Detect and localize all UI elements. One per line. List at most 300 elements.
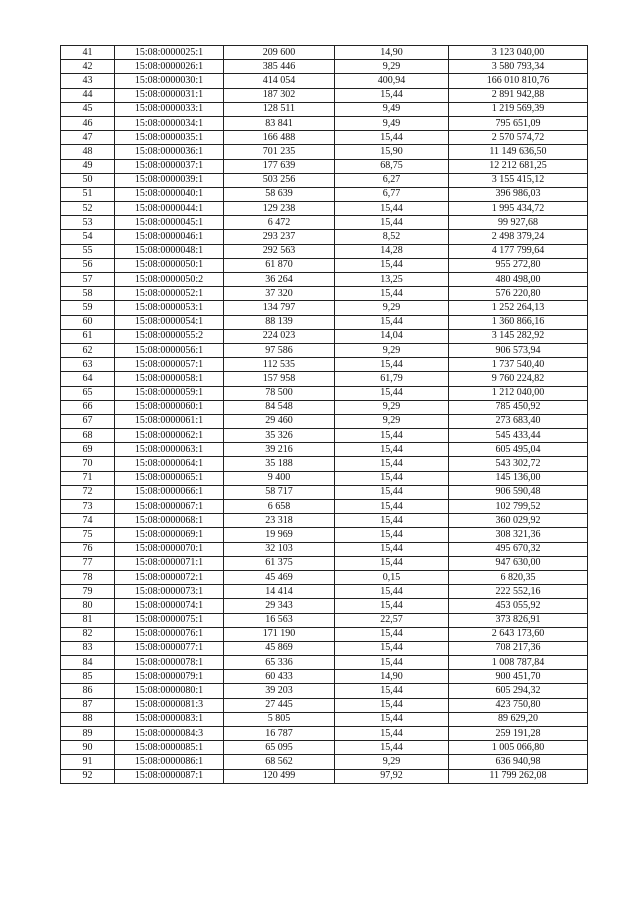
cadastral-number-cell: 15:08:0000076:1 [115, 627, 224, 641]
area-cell: 414 054 [224, 74, 335, 88]
table-row [61, 400, 588, 414]
table-row [61, 414, 588, 428]
value-cell: 1 212 040,00 [449, 386, 588, 400]
rate-cell: 15,44 [335, 131, 449, 145]
table-row [61, 74, 588, 88]
data-table-container [60, 45, 587, 784]
cadastral-number-cell: 15:08:0000037:1 [115, 159, 224, 173]
rate-cell: 14,28 [335, 244, 449, 258]
cadastral-number-cell: 15:08:0000026:1 [115, 60, 224, 74]
cadastral-number-cell: 15:08:0000040:1 [115, 187, 224, 201]
row-number-cell: 86 [61, 684, 115, 698]
value-cell: 373 826,91 [449, 613, 588, 627]
cadastral-number-cell: 15:08:0000045:1 [115, 216, 224, 230]
area-cell: 45 869 [224, 641, 335, 655]
table-row [61, 46, 588, 60]
row-number-cell: 74 [61, 514, 115, 528]
area-cell: 503 256 [224, 173, 335, 187]
cadastral-number-cell: 15:08:0000080:1 [115, 684, 224, 698]
rate-cell: 15,44 [335, 315, 449, 329]
table-row [61, 131, 588, 145]
table-row [61, 159, 588, 173]
row-number-cell: 61 [61, 329, 115, 343]
area-cell: 32 103 [224, 542, 335, 556]
table-row [61, 656, 588, 670]
table-row [61, 315, 588, 329]
area-cell: 45 469 [224, 570, 335, 584]
area-cell: 65 095 [224, 741, 335, 755]
value-cell: 900 451,70 [449, 670, 588, 684]
rate-cell: 14,90 [335, 670, 449, 684]
rate-cell: 6,27 [335, 173, 449, 187]
cadastral-number-cell: 15:08:0000031:1 [115, 88, 224, 102]
row-number-cell: 64 [61, 372, 115, 386]
cadastral-number-cell: 15:08:0000077:1 [115, 641, 224, 655]
area-cell: 58 639 [224, 187, 335, 201]
rate-cell: 15,44 [335, 358, 449, 372]
cadastral-number-cell: 15:08:0000075:1 [115, 613, 224, 627]
cadastral-number-cell: 15:08:0000073:1 [115, 585, 224, 599]
cadastral-number-cell: 15:08:0000052:1 [115, 287, 224, 301]
cadastral-number-cell: 15:08:0000034:1 [115, 116, 224, 130]
area-cell: 6 472 [224, 216, 335, 230]
area-cell: 39 216 [224, 443, 335, 457]
row-number-cell: 47 [61, 131, 115, 145]
cadastral-number-cell: 15:08:0000066:1 [115, 485, 224, 499]
row-number-cell: 54 [61, 230, 115, 244]
area-cell: 177 639 [224, 159, 335, 173]
table-row [61, 216, 588, 230]
area-cell: 209 600 [224, 46, 335, 60]
area-cell: 224 023 [224, 329, 335, 343]
cadastral-value-table [60, 45, 588, 784]
rate-cell: 15,44 [335, 741, 449, 755]
cadastral-number-cell: 15:08:0000056:1 [115, 343, 224, 357]
rate-cell: 9,49 [335, 116, 449, 130]
row-number-cell: 69 [61, 443, 115, 457]
row-number-cell: 81 [61, 613, 115, 627]
table-row [61, 258, 588, 272]
rate-cell: 15,44 [335, 287, 449, 301]
row-number-cell: 91 [61, 755, 115, 769]
rate-cell: 15,44 [335, 684, 449, 698]
row-number-cell: 42 [61, 60, 115, 74]
table-row [61, 684, 588, 698]
table-row [61, 627, 588, 641]
area-cell: 9 400 [224, 471, 335, 485]
table-row [61, 386, 588, 400]
value-cell: 785 450,92 [449, 400, 588, 414]
rate-cell: 68,75 [335, 159, 449, 173]
row-number-cell: 49 [61, 159, 115, 173]
table-row [61, 102, 588, 116]
area-cell: 112 535 [224, 358, 335, 372]
value-cell: 1 737 540,40 [449, 358, 588, 372]
rate-cell: 15,90 [335, 145, 449, 159]
area-cell: 23 318 [224, 514, 335, 528]
rate-cell: 15,44 [335, 627, 449, 641]
row-number-cell: 85 [61, 670, 115, 684]
value-cell: 3 580 793,34 [449, 60, 588, 74]
value-cell: 545 433,44 [449, 429, 588, 443]
cadastral-number-cell: 15:08:0000083:1 [115, 712, 224, 726]
value-cell: 396 986,03 [449, 187, 588, 201]
area-cell: 61 375 [224, 556, 335, 570]
row-number-cell: 48 [61, 145, 115, 159]
row-number-cell: 62 [61, 343, 115, 357]
table-row [61, 187, 588, 201]
table-row [61, 542, 588, 556]
value-cell: 543 302,72 [449, 457, 588, 471]
table-row [61, 443, 588, 457]
value-cell: 955 272,80 [449, 258, 588, 272]
value-cell: 2 498 379,24 [449, 230, 588, 244]
table-row [61, 343, 588, 357]
row-number-cell: 92 [61, 769, 115, 783]
rate-cell: 15,44 [335, 386, 449, 400]
value-cell: 947 630,00 [449, 556, 588, 570]
rate-cell: 15,44 [335, 528, 449, 542]
cadastral-number-cell: 15:08:0000053:1 [115, 301, 224, 315]
row-number-cell: 75 [61, 528, 115, 542]
area-cell: 35 326 [224, 429, 335, 443]
value-cell: 636 940,98 [449, 755, 588, 769]
value-cell: 795 651,09 [449, 116, 588, 130]
rate-cell: 15,44 [335, 599, 449, 613]
value-cell: 11 149 636,50 [449, 145, 588, 159]
value-cell: 3 123 040,00 [449, 46, 588, 60]
row-number-cell: 72 [61, 485, 115, 499]
cadastral-number-cell: 15:08:0000035:1 [115, 131, 224, 145]
value-cell: 4 177 799,64 [449, 244, 588, 258]
table-row [61, 613, 588, 627]
table-row [61, 698, 588, 712]
value-cell: 102 799,52 [449, 500, 588, 514]
row-number-cell: 45 [61, 102, 115, 116]
area-cell: 701 235 [224, 145, 335, 159]
rate-cell: 15,44 [335, 712, 449, 726]
row-number-cell: 77 [61, 556, 115, 570]
cadastral-number-cell: 15:08:0000084:3 [115, 727, 224, 741]
table-row [61, 556, 588, 570]
cadastral-number-cell: 15:08:0000064:1 [115, 457, 224, 471]
row-number-cell: 67 [61, 414, 115, 428]
area-cell: 134 797 [224, 301, 335, 315]
value-cell: 2 891 942,88 [449, 88, 588, 102]
table-row [61, 769, 588, 783]
value-cell: 222 552,16 [449, 585, 588, 599]
area-cell: 65 336 [224, 656, 335, 670]
value-cell: 1 360 866,16 [449, 315, 588, 329]
rate-cell: 15,44 [335, 457, 449, 471]
cadastral-number-cell: 15:08:0000030:1 [115, 74, 224, 88]
row-number-cell: 73 [61, 500, 115, 514]
value-cell: 495 670,32 [449, 542, 588, 556]
table-row [61, 670, 588, 684]
rate-cell: 15,44 [335, 542, 449, 556]
rate-cell: 15,44 [335, 485, 449, 499]
cadastral-number-cell: 15:08:0000086:1 [115, 755, 224, 769]
table-row [61, 145, 588, 159]
area-cell: 157 958 [224, 372, 335, 386]
rate-cell: 8,52 [335, 230, 449, 244]
area-cell: 16 787 [224, 727, 335, 741]
table-row [61, 741, 588, 755]
table-row [61, 570, 588, 584]
row-number-cell: 83 [61, 641, 115, 655]
row-number-cell: 59 [61, 301, 115, 315]
rate-cell: 15,44 [335, 556, 449, 570]
area-cell: 39 203 [224, 684, 335, 698]
value-cell: 2 570 574,72 [449, 131, 588, 145]
rate-cell: 15,44 [335, 698, 449, 712]
row-number-cell: 70 [61, 457, 115, 471]
rate-cell: 15,44 [335, 471, 449, 485]
rate-cell: 15,44 [335, 258, 449, 272]
table-row [61, 287, 588, 301]
value-cell: 1 252 264,13 [449, 301, 588, 315]
value-cell: 906 590,48 [449, 485, 588, 499]
table-row [61, 528, 588, 542]
rate-cell: 15,44 [335, 585, 449, 599]
rate-cell: 14,04 [335, 329, 449, 343]
area-cell: 385 446 [224, 60, 335, 74]
area-cell: 129 238 [224, 202, 335, 216]
table-row [61, 358, 588, 372]
row-number-cell: 52 [61, 202, 115, 216]
cadastral-number-cell: 15:08:0000058:1 [115, 372, 224, 386]
cadastral-number-cell: 15:08:0000070:1 [115, 542, 224, 556]
cadastral-number-cell: 15:08:0000061:1 [115, 414, 224, 428]
rate-cell: 15,44 [335, 656, 449, 670]
cadastral-number-cell: 15:08:0000025:1 [115, 46, 224, 60]
cadastral-number-cell: 15:08:0000067:1 [115, 500, 224, 514]
value-cell: 360 029,92 [449, 514, 588, 528]
table-row [61, 429, 588, 443]
row-number-cell: 76 [61, 542, 115, 556]
value-cell: 273 683,40 [449, 414, 588, 428]
value-cell: 1 008 787,84 [449, 656, 588, 670]
table-row [61, 88, 588, 102]
row-number-cell: 89 [61, 727, 115, 741]
row-number-cell: 87 [61, 698, 115, 712]
value-cell: 1 005 066,80 [449, 741, 588, 755]
rate-cell: 14,90 [335, 46, 449, 60]
row-number-cell: 57 [61, 273, 115, 287]
table-body [61, 46, 588, 784]
value-cell: 576 220,80 [449, 287, 588, 301]
rate-cell: 9,29 [335, 400, 449, 414]
value-cell: 9 760 224,82 [449, 372, 588, 386]
table-row [61, 60, 588, 74]
cadastral-number-cell: 15:08:0000062:1 [115, 429, 224, 443]
table-row [61, 273, 588, 287]
area-cell: 171 190 [224, 627, 335, 641]
rate-cell: 9,29 [335, 414, 449, 428]
row-number-cell: 60 [61, 315, 115, 329]
area-cell: 6 658 [224, 500, 335, 514]
table-row [61, 485, 588, 499]
value-cell: 12 212 681,25 [449, 159, 588, 173]
rate-cell: 15,44 [335, 641, 449, 655]
cadastral-number-cell: 15:08:0000087:1 [115, 769, 224, 783]
value-cell: 308 321,36 [449, 528, 588, 542]
area-cell: 187 302 [224, 88, 335, 102]
area-cell: 36 264 [224, 273, 335, 287]
area-cell: 84 548 [224, 400, 335, 414]
value-cell: 6 820,35 [449, 570, 588, 584]
row-number-cell: 63 [61, 358, 115, 372]
rate-cell: 15,44 [335, 202, 449, 216]
cadastral-number-cell: 15:08:0000063:1 [115, 443, 224, 457]
row-number-cell: 90 [61, 741, 115, 755]
rate-cell: 22,57 [335, 613, 449, 627]
value-cell: 11 799 262,08 [449, 769, 588, 783]
cadastral-number-cell: 15:08:0000074:1 [115, 599, 224, 613]
cadastral-number-cell: 15:08:0000054:1 [115, 315, 224, 329]
table-row [61, 641, 588, 655]
cadastral-number-cell: 15:08:0000078:1 [115, 656, 224, 670]
row-number-cell: 66 [61, 400, 115, 414]
rate-cell: 9,29 [335, 755, 449, 769]
area-cell: 68 562 [224, 755, 335, 769]
value-cell: 145 136,00 [449, 471, 588, 485]
cadastral-number-cell: 15:08:0000059:1 [115, 386, 224, 400]
cadastral-number-cell: 15:08:0000069:1 [115, 528, 224, 542]
table-row [61, 116, 588, 130]
rate-cell: 9,29 [335, 301, 449, 315]
cadastral-number-cell: 15:08:0000081:3 [115, 698, 224, 712]
row-number-cell: 71 [61, 471, 115, 485]
rate-cell: 9,49 [335, 102, 449, 116]
table-row [61, 202, 588, 216]
rate-cell: 15,44 [335, 727, 449, 741]
rate-cell: 15,44 [335, 429, 449, 443]
row-number-cell: 43 [61, 74, 115, 88]
value-cell: 453 055,92 [449, 599, 588, 613]
cadastral-number-cell: 15:08:0000057:1 [115, 358, 224, 372]
area-cell: 78 500 [224, 386, 335, 400]
row-number-cell: 41 [61, 46, 115, 60]
rate-cell: 15,44 [335, 216, 449, 230]
row-number-cell: 44 [61, 88, 115, 102]
cadastral-number-cell: 15:08:0000046:1 [115, 230, 224, 244]
cadastral-number-cell: 15:08:0000060:1 [115, 400, 224, 414]
cadastral-number-cell: 15:08:0000036:1 [115, 145, 224, 159]
value-cell: 99 927,68 [449, 216, 588, 230]
cadastral-number-cell: 15:08:0000050:1 [115, 258, 224, 272]
value-cell: 259 191,28 [449, 727, 588, 741]
table-row [61, 755, 588, 769]
table-row [61, 514, 588, 528]
area-cell: 88 139 [224, 315, 335, 329]
area-cell: 97 586 [224, 343, 335, 357]
area-cell: 292 563 [224, 244, 335, 258]
value-cell: 1 995 434,72 [449, 202, 588, 216]
cadastral-number-cell: 15:08:0000071:1 [115, 556, 224, 570]
cadastral-number-cell: 15:08:0000068:1 [115, 514, 224, 528]
value-cell: 3 145 282,92 [449, 329, 588, 343]
table-row [61, 599, 588, 613]
table-row [61, 173, 588, 187]
value-cell: 89 629,20 [449, 712, 588, 726]
area-cell: 120 499 [224, 769, 335, 783]
rate-cell: 6,77 [335, 187, 449, 201]
value-cell: 166 010 810,76 [449, 74, 588, 88]
cadastral-number-cell: 15:08:0000048:1 [115, 244, 224, 258]
rate-cell: 13,25 [335, 273, 449, 287]
cadastral-number-cell: 15:08:0000085:1 [115, 741, 224, 755]
rate-cell: 61,79 [335, 372, 449, 386]
row-number-cell: 58 [61, 287, 115, 301]
value-cell: 708 217,36 [449, 641, 588, 655]
area-cell: 61 870 [224, 258, 335, 272]
cadastral-number-cell: 15:08:0000055:2 [115, 329, 224, 343]
rate-cell: 15,44 [335, 500, 449, 514]
table-row [61, 585, 588, 599]
area-cell: 27 445 [224, 698, 335, 712]
cadastral-number-cell: 15:08:0000065:1 [115, 471, 224, 485]
table-row [61, 471, 588, 485]
value-cell: 1 219 569,39 [449, 102, 588, 116]
value-cell: 605 294,32 [449, 684, 588, 698]
cadastral-number-cell: 15:08:0000072:1 [115, 570, 224, 584]
area-cell: 19 969 [224, 528, 335, 542]
rate-cell: 97,92 [335, 769, 449, 783]
value-cell: 3 155 415,12 [449, 173, 588, 187]
row-number-cell: 80 [61, 599, 115, 613]
value-cell: 906 573,94 [449, 343, 588, 357]
rate-cell: 15,44 [335, 514, 449, 528]
value-cell: 423 750,80 [449, 698, 588, 712]
area-cell: 60 433 [224, 670, 335, 684]
area-cell: 16 563 [224, 613, 335, 627]
rate-cell: 15,44 [335, 443, 449, 457]
row-number-cell: 56 [61, 258, 115, 272]
row-number-cell: 51 [61, 187, 115, 201]
area-cell: 58 717 [224, 485, 335, 499]
table-row [61, 301, 588, 315]
row-number-cell: 46 [61, 116, 115, 130]
rate-cell: 9,29 [335, 60, 449, 74]
row-number-cell: 84 [61, 656, 115, 670]
table-row [61, 457, 588, 471]
area-cell: 29 343 [224, 599, 335, 613]
cadastral-number-cell: 15:08:0000079:1 [115, 670, 224, 684]
value-cell: 2 643 173,60 [449, 627, 588, 641]
table-row [61, 244, 588, 258]
cadastral-number-cell: 15:08:0000050:2 [115, 273, 224, 287]
rate-cell: 15,44 [335, 88, 449, 102]
row-number-cell: 78 [61, 570, 115, 584]
rate-cell: 400,94 [335, 74, 449, 88]
area-cell: 35 188 [224, 457, 335, 471]
table-row [61, 712, 588, 726]
area-cell: 29 460 [224, 414, 335, 428]
rate-cell: 0,15 [335, 570, 449, 584]
table-row [61, 372, 588, 386]
area-cell: 166 488 [224, 131, 335, 145]
table-row [61, 230, 588, 244]
cadastral-number-cell: 15:08:0000039:1 [115, 173, 224, 187]
area-cell: 5 805 [224, 712, 335, 726]
rate-cell: 9,29 [335, 343, 449, 357]
row-number-cell: 79 [61, 585, 115, 599]
area-cell: 37 320 [224, 287, 335, 301]
row-number-cell: 50 [61, 173, 115, 187]
cadastral-number-cell: 15:08:0000044:1 [115, 202, 224, 216]
area-cell: 293 237 [224, 230, 335, 244]
